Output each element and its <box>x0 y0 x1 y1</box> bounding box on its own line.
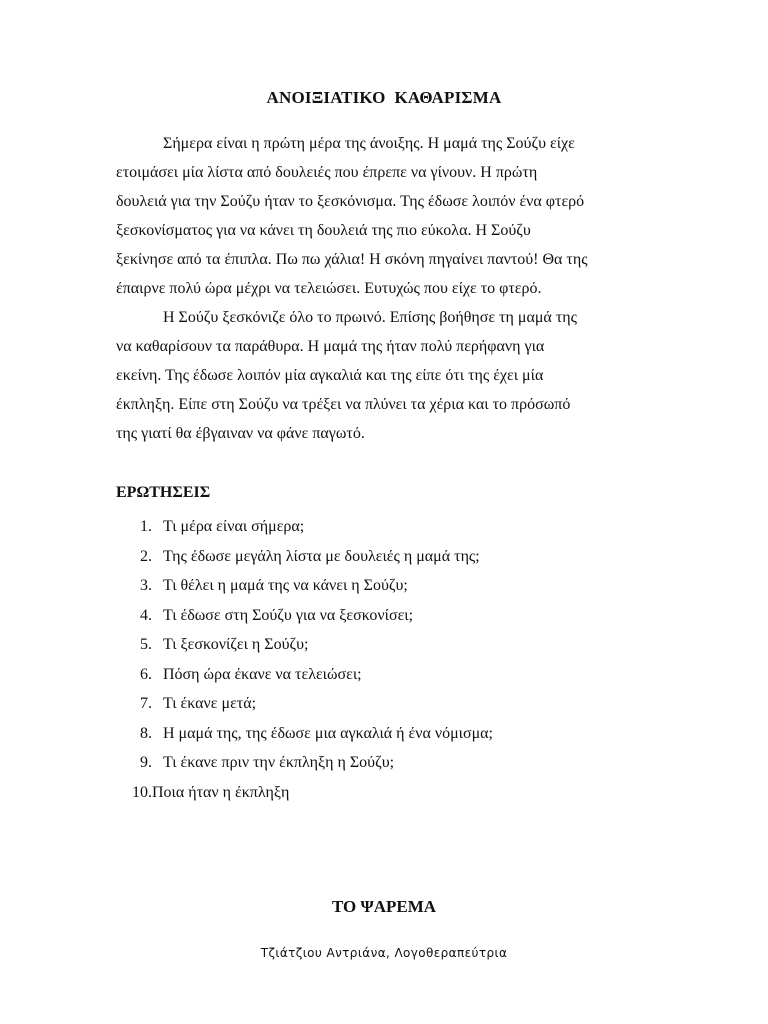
question-item <box>116 601 493 631</box>
paragraph-line: ξεκίνησε από τα έπιπλα. Πω πω χάλια! Η σκόνη πηγαίνει παντού! Θα της <box>116 251 588 268</box>
paragraph-line: Η Σούζυ ξεσκόνιζε όλο το πρωινό. Επίσης βοήθησε τη μαμά της <box>163 309 577 326</box>
paragraph-line: ετοιμάσει μία λίστα από δουλειές που έπρεπε να γίνουν. Η πρώτη <box>116 164 538 181</box>
question-number: 10. <box>132 783 152 801</box>
question-text: Τι ξεσκονίζει η Σούζυ; <box>163 636 309 653</box>
question-number: 3. <box>140 577 152 594</box>
question-text: Τι μέρα είναι σήμερα; <box>163 518 305 535</box>
question-number: 8. <box>140 724 152 742</box>
question-text: Η μαμά της, της έδωσε μια αγκαλιά ή ένα νόμισμα; <box>163 724 493 742</box>
question-item <box>116 660 493 690</box>
question-item <box>116 748 493 778</box>
question-number: 9. <box>140 754 152 771</box>
question-item <box>116 778 493 808</box>
question-text: Της έδωσε μεγάλη λίστα με δουλειές η μαμά της; <box>163 547 480 565</box>
paragraph-line: έπαιρνε πολύ ώρα μέχρι να τελειώσει. Ευτυχώς που είχε το φτερό. <box>116 280 542 297</box>
paragraph-line: ξεσκονίσματος για να κάνει τη δουλειά της πιο εύκολα. Η Σούζυ <box>116 222 531 239</box>
question-number: 7. <box>140 695 152 712</box>
question-number: 2. <box>140 547 152 565</box>
question-item <box>116 630 493 660</box>
page-footer: Τζιάτζιου Αντριάνα, Λογοθεραπεύτρια <box>260 946 508 960</box>
paragraph-line: να καθαρίσουν τα παράθυρα. Η μαμά της ήταν πολύ περήφανη για <box>116 338 545 355</box>
paragraph-line: εκείνη. Της έδωσε λοιπόν μία αγκαλιά και της είπε ότι της έχει μία <box>116 367 544 384</box>
question-text: Τι έκανε μετά; <box>163 695 257 712</box>
question-item <box>116 689 493 719</box>
paragraph-line: έκπληξη. Είπε στη Σούζυ να τρέξει να πλύνει τα χέρια και το πρόσωπό <box>116 396 571 413</box>
questions-heading: ΕΡΩΤΗΣΕΙΣ <box>116 484 211 501</box>
question-number: 1. <box>140 518 152 535</box>
questions-list <box>116 512 493 807</box>
question-text: Τι έκανε πριν την έκπληξη η Σούζυ; <box>163 754 395 771</box>
paragraph-line: της γιατί θα έβγαιναν να φάνε παγωτό. <box>116 425 365 442</box>
question-item <box>116 719 493 749</box>
story-paragraph-2 <box>116 303 656 448</box>
story-paragraph-1 <box>116 129 656 303</box>
question-text: Τι έδωσε στη Σούζυ για να ξεσκονίσει; <box>163 606 414 624</box>
story-title: ΑΝΟΙΞΙΑΤΙΚΟ ΚΑΘΑΡΙΣΜΑ <box>266 88 502 107</box>
question-item <box>116 512 493 542</box>
paragraph-line: Σήμερα είναι η πρώτη μέρα της άνοιξης. Η μαμά της Σούζυ είχε <box>163 135 575 152</box>
question-text: Τι θέλει η μαμά της να κάνει η Σούζυ; <box>163 577 408 594</box>
question-number: 5. <box>140 636 152 653</box>
question-item <box>116 542 493 572</box>
question-text: Ποια ήταν η έκπληξη <box>152 783 290 801</box>
paragraph-line: δουλειά για την Σούζυ ήταν το ξεσκόνισμα. Της έδωσε λοιπόν ένα φτερό <box>116 193 585 210</box>
question-number: 6. <box>140 665 152 683</box>
question-text: Πόση ώρα έκανε να τελειώσει; <box>163 665 362 683</box>
question-number: 4. <box>140 606 152 624</box>
next-story-title: ΤΟ ΨΑΡΕΜΑ <box>331 897 437 916</box>
question-item <box>116 571 493 601</box>
